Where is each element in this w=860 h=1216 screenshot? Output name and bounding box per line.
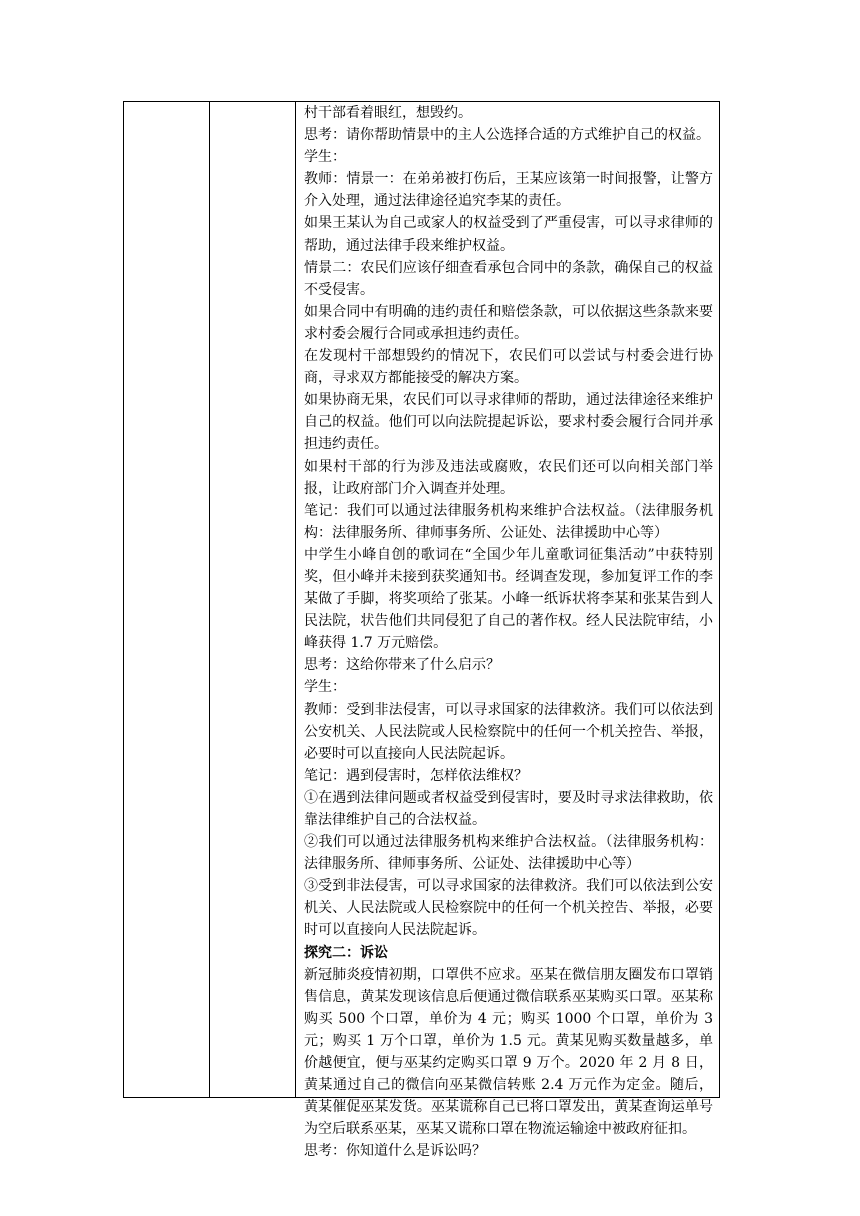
lesson-table <box>123 101 720 1160</box>
section-heading: 探究二：诉讼 <box>304 944 388 961</box>
paragraph: 如果王某认为自己或家人的权益受到了严重侵害，可以寻求律师的帮助，通过法律手段来维护权益。 <box>304 215 713 254</box>
paragraph: 在发现村干部想毁约的情况下，农民们可以尝试与村委会进行协商，寻求双方都能接受的解决方案。 <box>304 348 713 387</box>
paragraph: 思考：这给你带来了什么启示？ <box>304 657 500 674</box>
paragraph: 学生： <box>304 149 346 166</box>
table-column-1 <box>124 102 210 1097</box>
paragraph: 思考：请你帮助情景中的主人公选择合适的方式维护自己的权益。 <box>304 127 710 144</box>
paragraph: 如果村干部的行为涉及违法或腐败，农民们还可以向相关部门举报，让政府部门介入调查并处理。 <box>304 458 713 497</box>
paragraph: 如果协商无果，农民们可以寻求律师的帮助，通过法律途径来维护自己的权益。他们可以向法院提起诉讼，要求村委会履行合同并承担违约责任。 <box>304 392 713 453</box>
paragraph: 新冠肺炎疫情初期，口罩供不应求。巫某在微信朋友圈发布口罩销售信息，黄某发现该信息后便通过微信联系巫某购买口罩。巫某称购买 500 个口罩，单价为 4 元；购买 1000 个口罩，单价为 3 元；购买 1 万个口罩，单价为 1.5 元。黄某见购买数量越多，单价越便宜，便与巫某约定购买口罩 9 万个。2020 年 2 月 8 日，黄某通过自己的微信向巫某微信转账 2.4 万元作为定金。随后，黄某催促巫某发货。巫某谎称自己已将口罩发出，黄某查询运单号为空后联系巫某，巫某又谎称口罩在物流运输途中被政府征扣。 <box>304 966 713 1138</box>
paragraph: 教师：受到非法侵害，可以寻求国家的法律救济。我们可以依法到公安机关、人民法院或人民检察院中的任何一个机关控告、举报，必要时可以直接向人民法院起诉。 <box>304 701 713 762</box>
paragraph: ①在遇到法律问题或者权益受到侵害时，要及时寻求法律救助，依靠法律维护自己的合法权益。 <box>304 789 713 828</box>
paragraph: 教师：情景一：在弟弟被打伤后，王某应该第一时间报警，让警方介入处理，通过法律途径追究李某的责任。 <box>304 171 713 210</box>
paragraph: 思考：你知道什么是诉讼吗？ <box>304 1143 486 1160</box>
paragraph: 如果合同中有明确的违约责任和赔偿条款，可以依据这些条款来要求村委会履行合同或承担违约责任。 <box>304 303 713 342</box>
lesson-content-cell <box>296 102 719 1160</box>
paragraph: 学生： <box>304 679 346 696</box>
table-column-2 <box>210 102 296 1097</box>
paragraph: 情景二：农民们应该仔细查看承包合同中的条款，确保自己的权益不受侵害。 <box>304 259 713 298</box>
paragraph: 村干部看着眼红，想毁约。 <box>304 105 472 121</box>
paragraph: 笔记：遇到侵害时，怎样依法维权？ <box>304 767 528 784</box>
paragraph: ②我们可以通过法律服务机构来维护合法权益。（法律服务机构：法律服务所、律师事务所、公证处、法律援助中心等） <box>304 834 713 873</box>
paragraph: ③受到非法侵害，可以寻求国家的法律救济。我们可以依法到公安机关、人民法院或人民检察院中的任何一个机关控告、举报，必要时可以直接向人民法院起诉。 <box>304 878 713 939</box>
paragraph: 中学生小峰自创的歌词在“全国少年儿童歌词征集活动”中获特别奖，但小峰并未接到获奖通知书。经调查发现，参加复评工作的李某做了手脚，将奖项给了张某。小峰一纸诉状将李某和张某告到人民法院，状告他们共同侵犯了自己的著作权。经人民法院审结，小峰获得 1.7 万元赔偿。 <box>304 546 713 652</box>
paragraph: 笔记：我们可以通过法律服务机构来维护合法权益。（法律服务机构：法律服务所、律师事务所、公证处、法律援助中心等） <box>304 502 713 541</box>
